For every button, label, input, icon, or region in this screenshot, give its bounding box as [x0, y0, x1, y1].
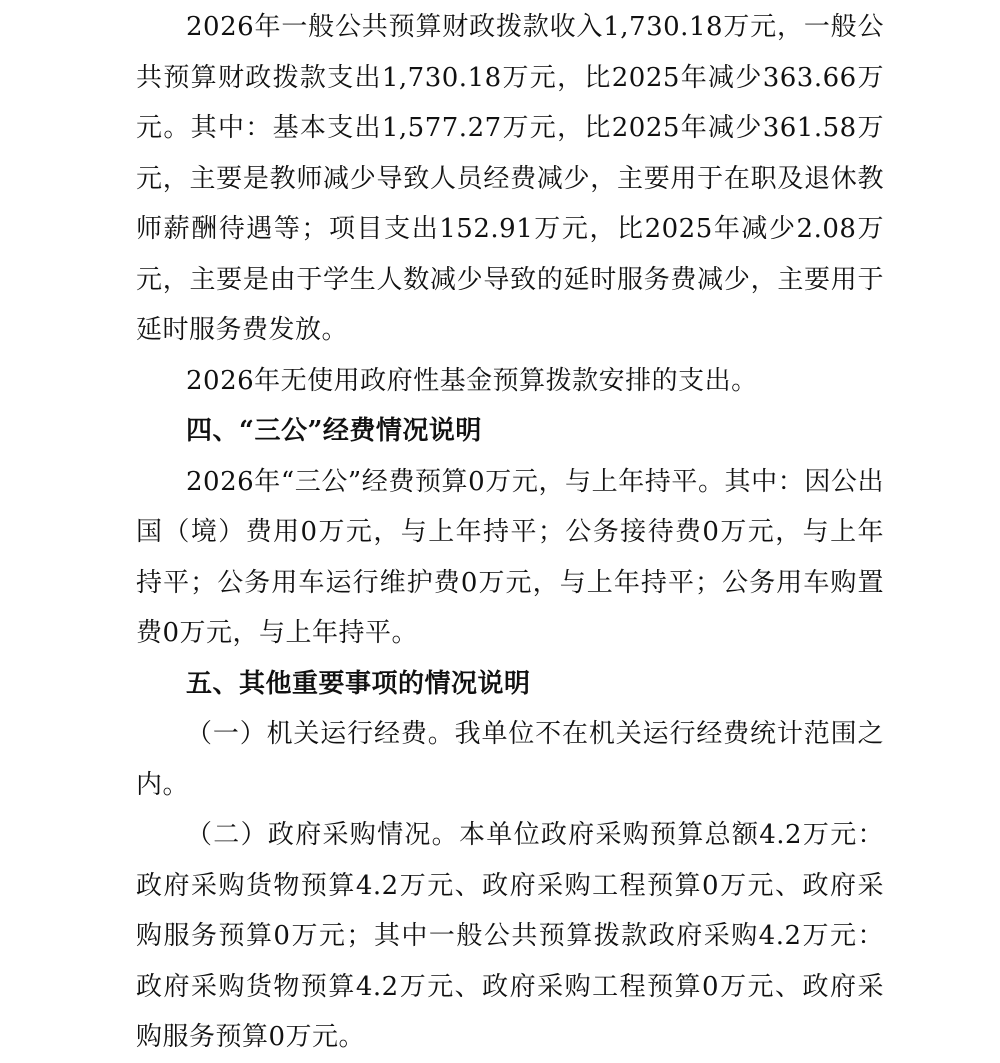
operating-expenses-paragraph — [136, 709, 884, 810]
three-public-paragraph: 2026年“三公”经费预算0万元，与上年持平。其中：因公出国（境）费用0万元，与上年持平；公务接待费0万元，与上年持平；公务用车运行维护费0万元，与上年持平；公务用车购置费0万元，与上年持平。 — [136, 466, 884, 648]
procurement-label: （二）政府采购情况。 — [186, 820, 459, 850]
section-heading-other-matters: 五、其他重要事项的情况说明 — [186, 668, 531, 699]
procurement-text: 本单位政府采购预算总额4.2万元：政府采购货物预算4.2万元、政府采购工程预算0万元、政府采购服务预算0万元；其中一般公共预算拨款政府采购4.2万元：政府采购货物预算4.2万元、政府采购工程预算0万元、政府采购服务预算0万元。 — [136, 820, 884, 1052]
document-page — [136, 2, 884, 1063]
budget-allocation-paragraph: 2026年一般公共预算财政拨款收入1,730.18万元，一般公共预算财政拨款支出1,730.18万元，比2025年减少363.66万元。其中：基本支出1,577.27万元，比2025年减少361.58万元，主要是教师减少导致人员经费减少，主要用于在职及退休教师薪酬待遇等；项目支出152.91万元，比2025年减少2.08万元，主要是由于学生人数减少导致的延时服务费减少，主要用于延时服务费发放。 — [136, 12, 884, 345]
operating-expenses-text: 我单位不在机关运行经费统计范围之内。 — [136, 719, 884, 800]
government-fund-paragraph: 2026年无使用政府性基金预算拨款安排的支出。 — [186, 365, 758, 396]
procurement-paragraph — [136, 810, 884, 1063]
operating-expenses-label: （一）机关运行经费。 — [186, 719, 455, 749]
section-heading-three-public: 四、“三公”经费情况说明 — [186, 416, 482, 446]
